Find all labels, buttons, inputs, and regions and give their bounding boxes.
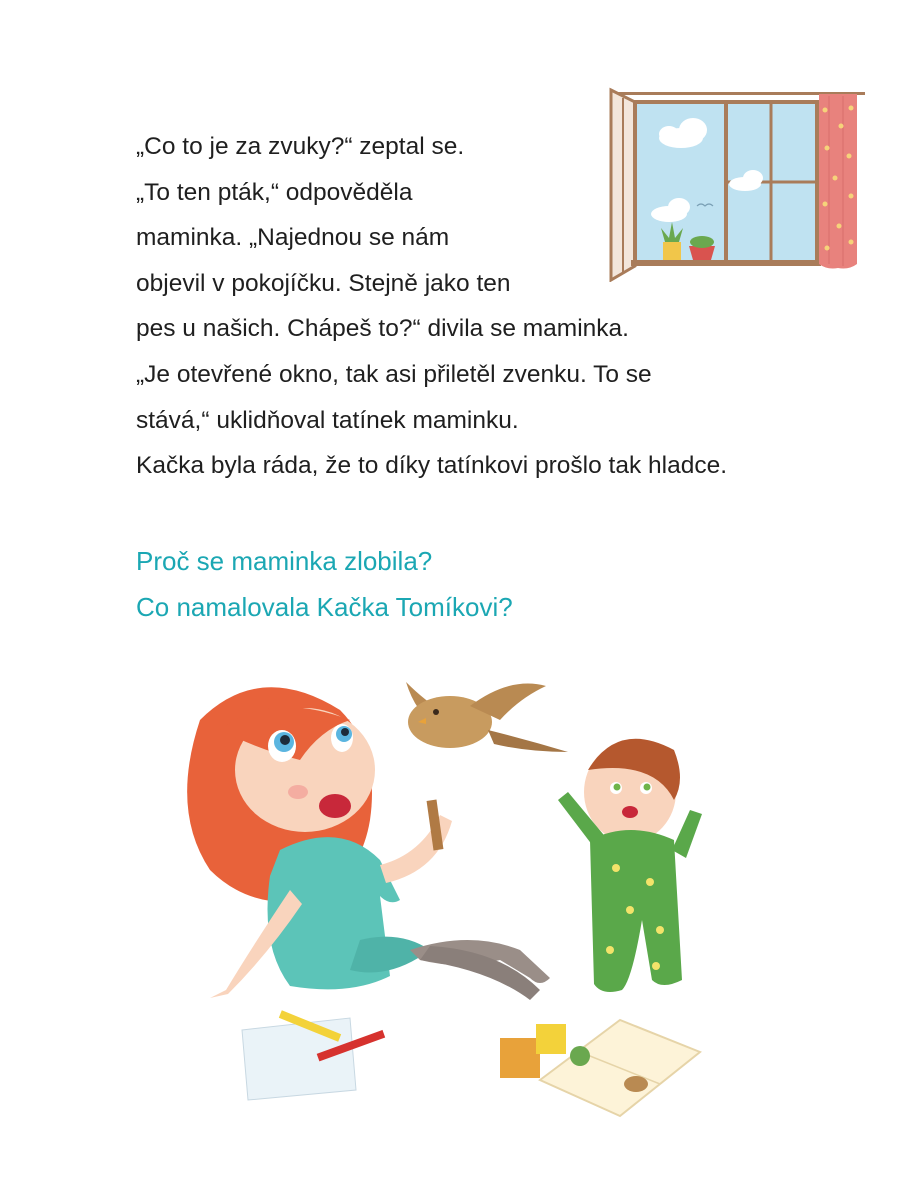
comprehension-questions	[136, 538, 836, 630]
child-illustration	[558, 739, 702, 992]
scene-illustration	[160, 660, 750, 1130]
curtain	[819, 94, 857, 269]
story-line: objevil v pokojíčku. Stejně jako ten	[136, 269, 511, 297]
story-line: pes u našich. Chápeš to?“ divila se maminka.	[136, 315, 629, 343]
window-sill	[631, 260, 821, 266]
story-line: Kačka byla ráda, že to díky tatínkovi prošlo tak hladce.	[136, 452, 728, 480]
plant-pot-icon	[689, 236, 715, 260]
paper-and-crayons	[242, 1010, 385, 1100]
window-illustration	[605, 86, 867, 282]
question: Proč se maminka zlobila?	[136, 546, 433, 576]
story-line: maminka. „Najednou se nám	[136, 224, 450, 252]
story-line: „Co to je za zvuky?“ zeptal se.	[136, 133, 465, 160]
bird-illustration	[406, 682, 568, 752]
story-line: „To ten pták,“ odpověděla	[136, 178, 413, 206]
story-line: „Je otevřené okno, tak asi přiletěl zvenku. To se	[136, 360, 652, 388]
question: Co namalovala Kačka Tomíkovi?	[136, 592, 513, 622]
story-line: stává,“ uklidňoval tatínek maminku.	[136, 406, 519, 434]
